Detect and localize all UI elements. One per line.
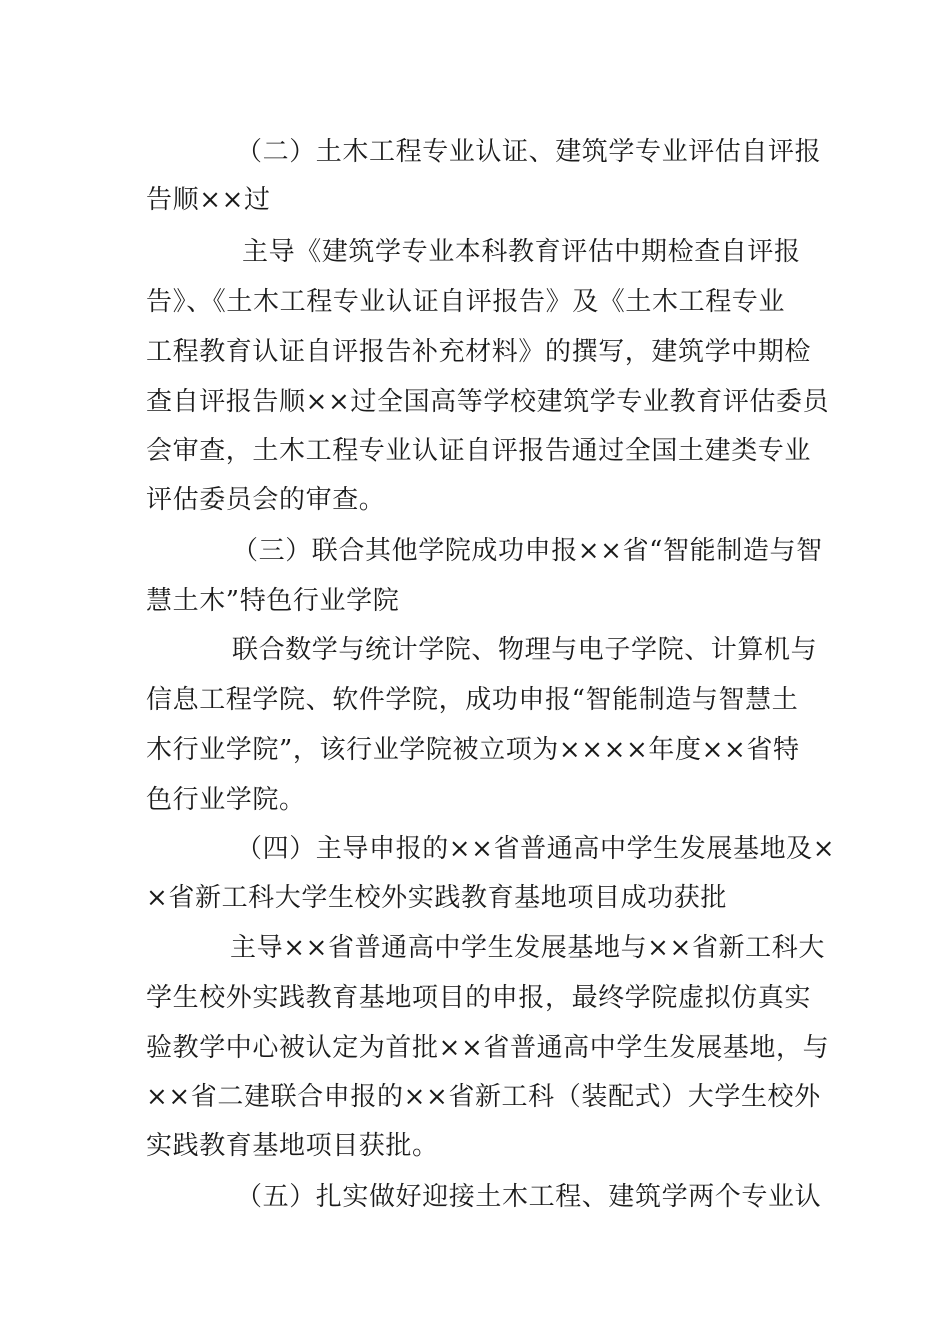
paragraph-3-line-4: 色行业学院。 (146, 785, 306, 815)
paragraph-4-line-3: 验教学中心被认定为首批××省普通高中学生发展基地，与 (146, 1033, 830, 1063)
paragraph-2-line-2: 告》、《土木工程专业认证自评报告》及《土木工程专业 (146, 287, 786, 317)
paragraph-3-line-2: 信息工程学院、软件学院，成功申报“智能制造与智慧土 (146, 685, 799, 715)
paragraph-3-line-1: 联合数学与统计学院、物理与电子学院、计算机与 (232, 635, 818, 665)
heading-4-line-2: ×省新工科大学生校外实践教育基地项目成功获批 (146, 883, 727, 913)
heading-2-line-2: 告顺××过 (146, 185, 271, 215)
paragraph-2-line-5: 会审查，土木工程专业认证自评报告通过全国土建类专业 (146, 436, 812, 466)
paragraph-2-line-6: 评估委员会的审查。 (146, 485, 386, 515)
heading-5-line-1: （五）扎实做好迎接土木工程、建筑学两个专业认 (236, 1182, 822, 1212)
heading-3-line-1: （三）联合其他学院成功申报××省“智能制造与智 (232, 536, 823, 566)
paragraph-2-line-3: 工程教育认证自评报告补充材料》的撰写，建筑学中期检 (146, 337, 812, 367)
paragraph-4-line-4: ××省二建联合申报的××省新工科（装配式）大学生校外 (146, 1082, 821, 1112)
paragraph-2-line-4: 查自评报告顺××过全国高等学校建筑学专业教育评估委员 (146, 387, 830, 417)
paragraph-2-line-1: 主导《建筑学专业本科教育评估中期检查自评报 (242, 237, 801, 267)
paragraph-3-line-3: 木行业学院”，该行业学院被立项为××××年度××省特 (146, 735, 800, 765)
paragraph-4-line-5: 实践教育基地项目获批。 (146, 1131, 439, 1161)
paragraph-4-line-1: 主导××省普通高中学生发展基地与××省新工科大 (230, 933, 825, 963)
heading-3-line-2: 慧土木”特色行业学院 (146, 586, 400, 616)
paragraph-4-line-2: 学生校外实践教育基地项目的申报，最终学院虚拟仿真实 (146, 983, 812, 1013)
heading-4-line-1: （四）主导申报的××省普通高中学生发展基地及× (236, 834, 836, 864)
heading-2-line-1: （二）土木工程专业认证、建筑学专业评估自评报 (236, 137, 822, 167)
